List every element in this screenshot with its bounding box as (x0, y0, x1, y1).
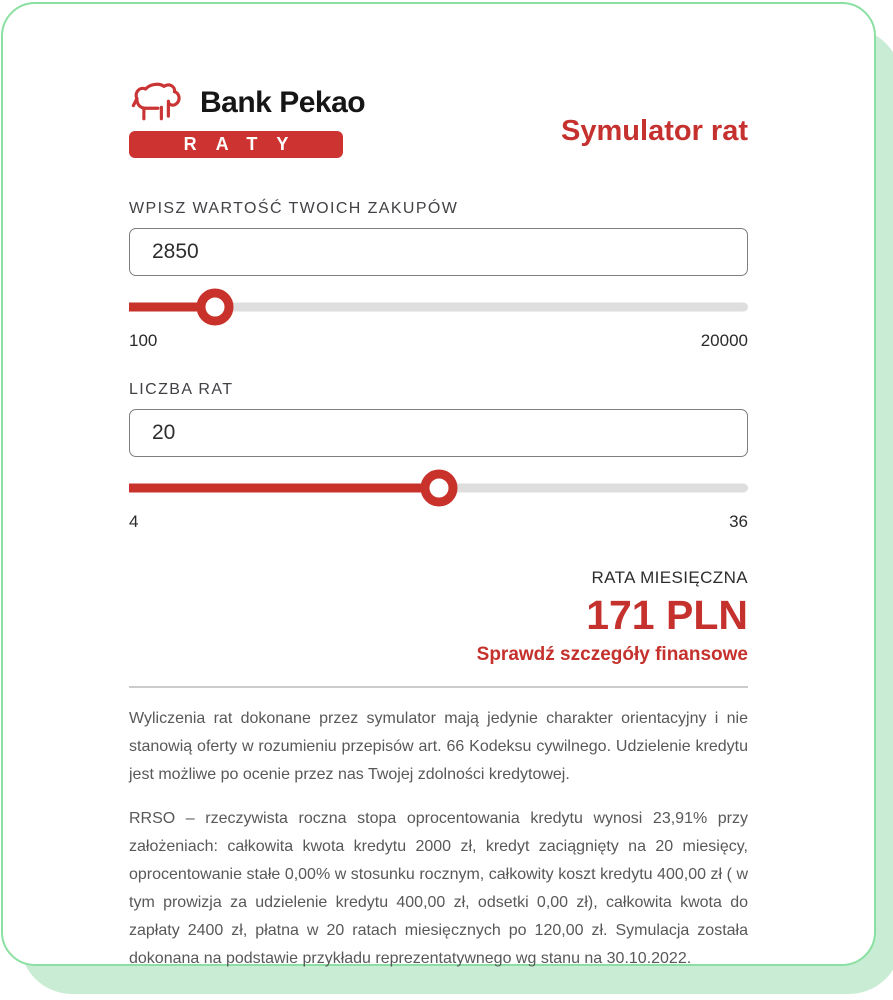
installments-max-label: 36 (729, 512, 748, 531)
logo-row (129, 80, 366, 126)
bank-name: Bank Pekao (200, 86, 366, 119)
installments-min-label: 4 (129, 512, 139, 531)
page-title: Symulator rat (561, 114, 748, 147)
simulator-card (1, 2, 876, 966)
monthly-installment-amount: 171 PLN (586, 592, 748, 638)
purchase-max-label: 20000 (700, 331, 748, 350)
purchase-value-input[interactable] (129, 228, 748, 276)
installments-range-labels (129, 512, 748, 532)
installments-label: LICZBA RAT (129, 381, 234, 398)
financial-details-link[interactable]: Sprawdź szczegóły finansowe (476, 644, 748, 666)
disclaimer-paragraph-2: RRSO – rzeczywista roczna stopa oprocentowania kredytu wynosi 23,91% przy założeniach: całkowita kwota kredytu 2000 zł, kredyt zaciągnięty na 20 miesięcy, oprocentowanie stałe 0,00% w stosunku rocznym, całkowity koszt kredytu 400,00 zł ( w tym prowizja za udzielenie kredytu 400,00 zł, odsetki 0,00 zł), całkowita kwota do zapłaty 2400 zł, płatna w 20 ratach miesięcznych po 120,00 zł. Symulacja została dokonana na podstawie przykładu reprezentatywnego wg stanu na 30.10.2022. (129, 810, 748, 968)
slider-handle[interactable] (196, 289, 233, 326)
purchase-min-label: 100 (129, 331, 158, 350)
slider-fill (129, 484, 439, 493)
purchase-value-label: WPISZ WARTOŚĆ TWOICH ZAKUPÓW (129, 200, 459, 217)
pekao-bison-icon (129, 80, 185, 126)
result-block (129, 568, 748, 666)
card-content (3, 4, 874, 968)
raty-badge: RATY (129, 131, 343, 158)
slider-handle[interactable] (420, 470, 457, 507)
purchase-range-labels (129, 331, 748, 351)
bank-pekao-logo (129, 80, 366, 158)
monthly-installment-label: RATA MIESIĘCZNA (591, 568, 748, 587)
disclaimer-paragraph-1: Wyliczenia rat dokonane przez symulator mają jedynie charakter orientacyjny i nie stanowią oferty w rozumieniu przepisów art. 66 Kodeksu cywilnego. Udzielenie kredytu jest możliwe po ocenie przez nas Twojej zdolności kredytowej. (129, 710, 748, 784)
purchase-value-slider (129, 288, 748, 326)
installments-slider (129, 469, 748, 507)
divider (129, 686, 748, 688)
header (129, 80, 748, 158)
installments-input[interactable] (129, 409, 748, 457)
